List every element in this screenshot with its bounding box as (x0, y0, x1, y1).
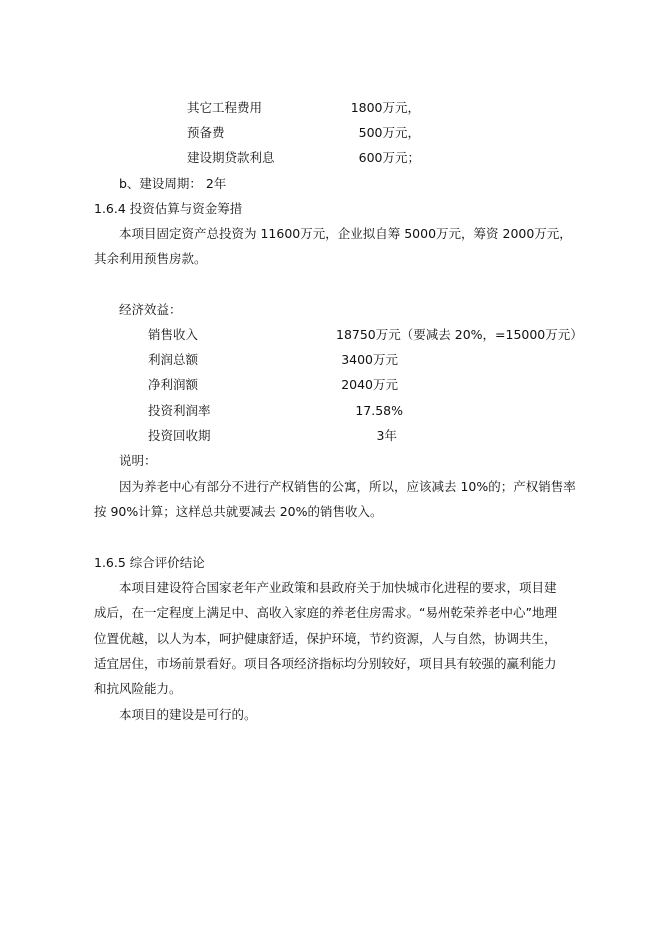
economic-item-name: 净利润额 (148, 377, 199, 392)
economic-benefits-label: 经济效益： (119, 302, 182, 317)
evaluation-line: 和抗风险能力。 (94, 681, 182, 696)
cost-item-value: 1800万元， (350, 100, 420, 115)
construction-period: b、建设周期： 2年 (119, 176, 227, 191)
economic-item-name: 利润总额 (148, 352, 199, 367)
economic-item-value: 18750万元（要减去 20%，=15000万元） (336, 327, 583, 342)
cost-item-name: 建设期贷款利息 (187, 150, 275, 165)
economic-item-name: 投资利润率 (148, 403, 211, 418)
section-heading-164: 1.6.4 投资估算与资金筹措 (94, 201, 243, 216)
note-label: 说明： (119, 453, 157, 468)
evaluation-line: 成后，在一定程度上满足中、高收入家庭的养老住房需求。“易州乾荣养老中心”地理 (94, 605, 557, 620)
economic-item-value: 3年 (376, 428, 397, 443)
note-line: 按 90%计算；这样总共就要减去 20%的销售收入。 (94, 504, 383, 519)
economic-item-value: 3400万元 (341, 352, 398, 367)
cost-item-name: 其它工程费用 (187, 100, 263, 115)
economic-item-name: 投资回收期 (148, 428, 211, 443)
cost-item-value: 500万元， (358, 125, 420, 140)
investment-paragraph-line: 本项目固定资产总投资为 11600万元，企业拟自筹 5000万元，筹资 2000万元， (119, 226, 572, 241)
economic-item-value: 2040万元 (341, 377, 398, 392)
cost-item-name: 预备费 (187, 125, 225, 140)
cost-item-value: 600万元； (358, 150, 420, 165)
economic-item-value: 17.58% (355, 403, 403, 418)
evaluation-line: 本项目建设符合国家老年产业政策和县政府关于加快城市化进程的要求，项目建 (119, 580, 557, 595)
evaluation-line: 位置优越，以人为本，呵护健康舒适，保护环境，节约资源，人与自然，协调共生， (94, 631, 557, 646)
note-line: 因为养老中心有部分不进行产权销售的公寓，所以，应该减去 10%的；产权销售率 (119, 479, 576, 494)
section-heading-165: 1.6.5 综合评价结论 (94, 555, 205, 570)
evaluation-line: 适宜居住，市场前景看好。项目各项经济指标均分别较好，项目具有较强的赢利能力 (94, 656, 557, 671)
economic-item-name: 销售收入 (148, 327, 199, 342)
investment-paragraph-line: 其余利用预售房款。 (94, 251, 207, 266)
conclusion-line: 本项目的建设是可行的。 (119, 707, 257, 722)
